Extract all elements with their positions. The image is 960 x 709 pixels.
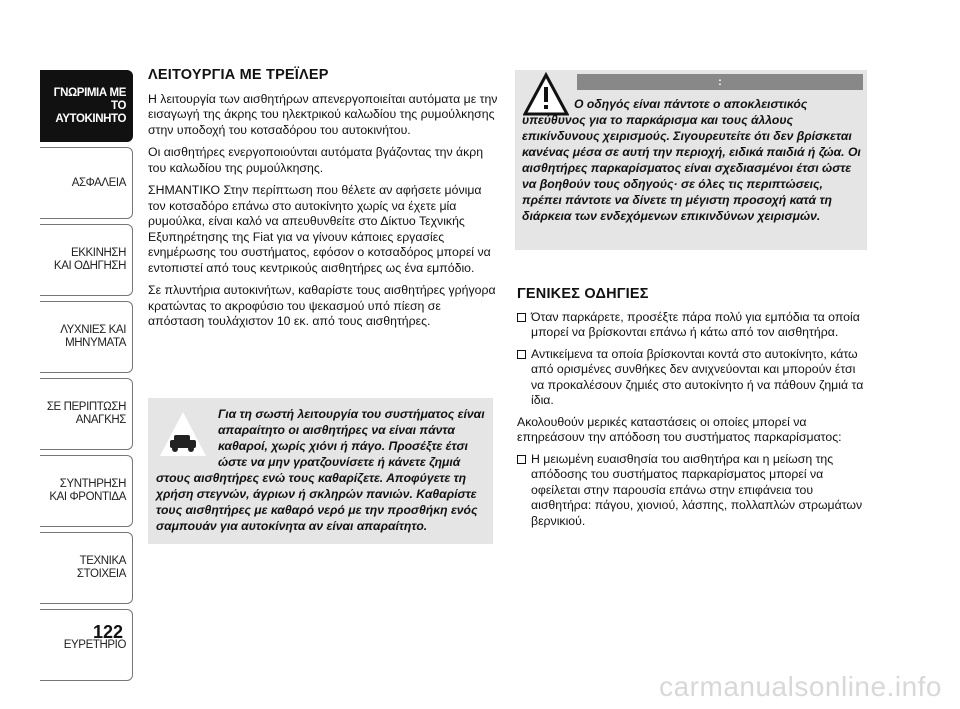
checkbox-bullet-icon (517, 455, 526, 464)
warning-text-content: Ο οδηγός είναι πάντοτε ο αποκλειστικός υπεύθυνος για το παρκάρισμα και τους άλλους επικίνδυνους χειρισμούς. Σιγουρευτείτε ότι δεν βρίσκεται κανένας μέσα σε αυτή την περιοχή, ειδικά παιδιά ή ζώα. Οι αισθητήρες παρκαρίσματος είναι σχεδιασμένοι έτσι ώστε να βοηθούν τους οδηγούς· σε όλες τις περιπτώσεις, πρέπει πάντοτε να δίνετε τη μέγιστη προσοχή κατά τη διάρκεια των ενδεχόμενων επικινδύνων χειρισμών. (522, 97, 861, 223)
tab-label: ΕΥΡΕΤΗΡΙΟ (63, 638, 126, 651)
tab-technical-data[interactable] (40, 532, 133, 604)
tab-label: ΛΥΧΝΙΕΣ ΚΑΙ ΜΗΝΥΜΑΤΑ (60, 324, 126, 349)
warning-text (522, 96, 862, 224)
paragraph: Η λειτουργία των αισθητήρων απενεργοποιείται αυτόματα με την εισαγωγή της άκρης του ηλεκτρικού καλωδίου της ρυμούλκησης στην υποδοχή του κοτσαδόρου του αυτοκινήτου. (148, 91, 498, 137)
note-text: Για τη σωστή λειτουργία του συστήματος είναι απαραίτητο οι αισθητήρες να είναι πάντα καθαροί, χωρίς χιόνι ή πάγο. Προσέξτε έτσι ώστε να μην γρατζουνίσετε ή κάνετε ζημιά στους αισθητήρες ενώ τους καθαρίζετε. Αποφύγετε τη χρήση στεγνών, άγριων ή σκληρών πανιών. Καθαρίστε τους αισθητήρες με καθαρό νερό με την προσθήκη ενός σαμπουάν για αυτοκίνητα αν είναι απαραίτητο. (156, 407, 485, 533)
tab-label: ΓΝΩΡΙΜΙΑ ΜΕ ΤΟ ΑΥΤΟΚΙΝΗΤΟ (53, 86, 126, 125)
tab-label: ΣΕ ΠΕΡΙΠΤΩΣΗ ΑΝΑΓΚΗΣ (46, 401, 126, 426)
paragraph: ΣΗΜΑΝΤΙΚΟ Στην περίπτωση που θέλετε αν αφήσετε μόνιμα τον κοτσαδόρο επάνω στο αυτοκίνητο χωρίς να έχετε μία ρυμούλκα, είναι καλό να απευθυνθείτε στο Δίκτυο Τεχνικής Εξυπηρέτησης της Fiat για να γίνουν κάποιες εργασίες ενημέρωσης του συστήματος, εφόσον ο κοτσαδόρος μπορεί να εντοπιστεί από τους κεντρικούς αισθητήρες ως ένα εμπόδιο. (148, 183, 491, 275)
section-title: ΓΕΝΙΚΕΣ ΟΔΗΓΙΕΣ (517, 286, 649, 302)
tab-label: ΕΚΚΙΝΗΣΗ ΚΑΙ ΟΔΗΓΗΣΗ (53, 247, 126, 272)
warning-header: : (577, 74, 863, 90)
paragraph: Σε πλυντήρια αυτοκινήτων, καθαρίστε τους αισθητήρες γρήγορα κρατώντας το ακροφύσιο του ψεκασμού υπό πίεση σε απόσταση τουλάχιστον 10 εκ. από τους αισθητήρες. (148, 283, 496, 328)
tab-starting-driving[interactable] (40, 224, 133, 296)
tab-label: ΣΥΝΤΗΡΗΣΗ ΚΑΙ ΦΡΟΝΤΙΔΑ (49, 478, 126, 503)
note-box (148, 398, 493, 544)
car-wash-icon (158, 410, 208, 460)
list-item-text: Αντικείμενα τα οποία βρίσκονται κοντά στο αυτοκίνητο, κάτω από ορισμένες συνθήκες δεν ανιχνεύονται και μπορούν έτσι να προκαλέσουν ζημιές στο αυτοκίνητο ή να πάθουν ζημιά τα ίδια. (531, 346, 864, 407)
tab-safety[interactable] (40, 147, 133, 219)
chapter-sidebar (40, 70, 133, 686)
tab-index[interactable] (40, 609, 133, 681)
list-item (517, 347, 869, 409)
paragraph: Οι αισθητήρες ενεργοποιούνται αυτόματα βγάζοντας την άκρη του καλωδίου της ρυμούλκησης. (148, 145, 484, 175)
watermark: carmanualsonline.info (659, 671, 942, 702)
list-item (517, 310, 869, 341)
tab-maintenance[interactable] (40, 455, 133, 527)
checkbox-bullet-icon (517, 350, 526, 359)
section-title: ΛΕΙΤΟΥΡΓΙΑ ΜΕ ΤΡΕΪΛΕΡ (148, 67, 329, 83)
list-item-text: Όταν παρκάρετε, προσέξτε πάρα πολύ για εμπόδια τα οποία μπορεί να βρίσκονται επάνω ή κάτω από τον αισθητήρα. (531, 309, 860, 339)
tab-label: ΑΣΦΑΛΕΙΑ (71, 176, 126, 189)
checkbox-bullet-icon (517, 313, 526, 322)
page-number: 122 (93, 622, 124, 642)
paragraph: Ακολουθούν μερικές καταστάσεις οι οποίες μπορεί να επηρεάσουν την απόδοση του συστήματος παρκαρίσματος: (517, 414, 842, 444)
warning-box (515, 70, 867, 250)
list-item (517, 452, 869, 530)
list-item-text: Η μειωμένη ευαισθησία του αισθητήρα και η μείωση της απόδοσης του συστήματος παρκαρίσματος μπορεί να οφείλεται στην παρουσία επάνω στην επιφάνεια του αισθητήρα: πάγου, χιονιού, λάσπης, πολλαπλών στρωμάτων βερνικιού. (531, 451, 863, 528)
tab-getting-to-know-car[interactable] (40, 70, 133, 142)
tab-emergency[interactable] (40, 378, 133, 450)
left-column (148, 68, 498, 337)
tab-label: ΤΕΧΝΙΚΑ ΣΤΟΙΧΕΙΑ (76, 555, 126, 580)
tab-warning-lights[interactable] (40, 301, 133, 373)
right-column (517, 287, 869, 535)
